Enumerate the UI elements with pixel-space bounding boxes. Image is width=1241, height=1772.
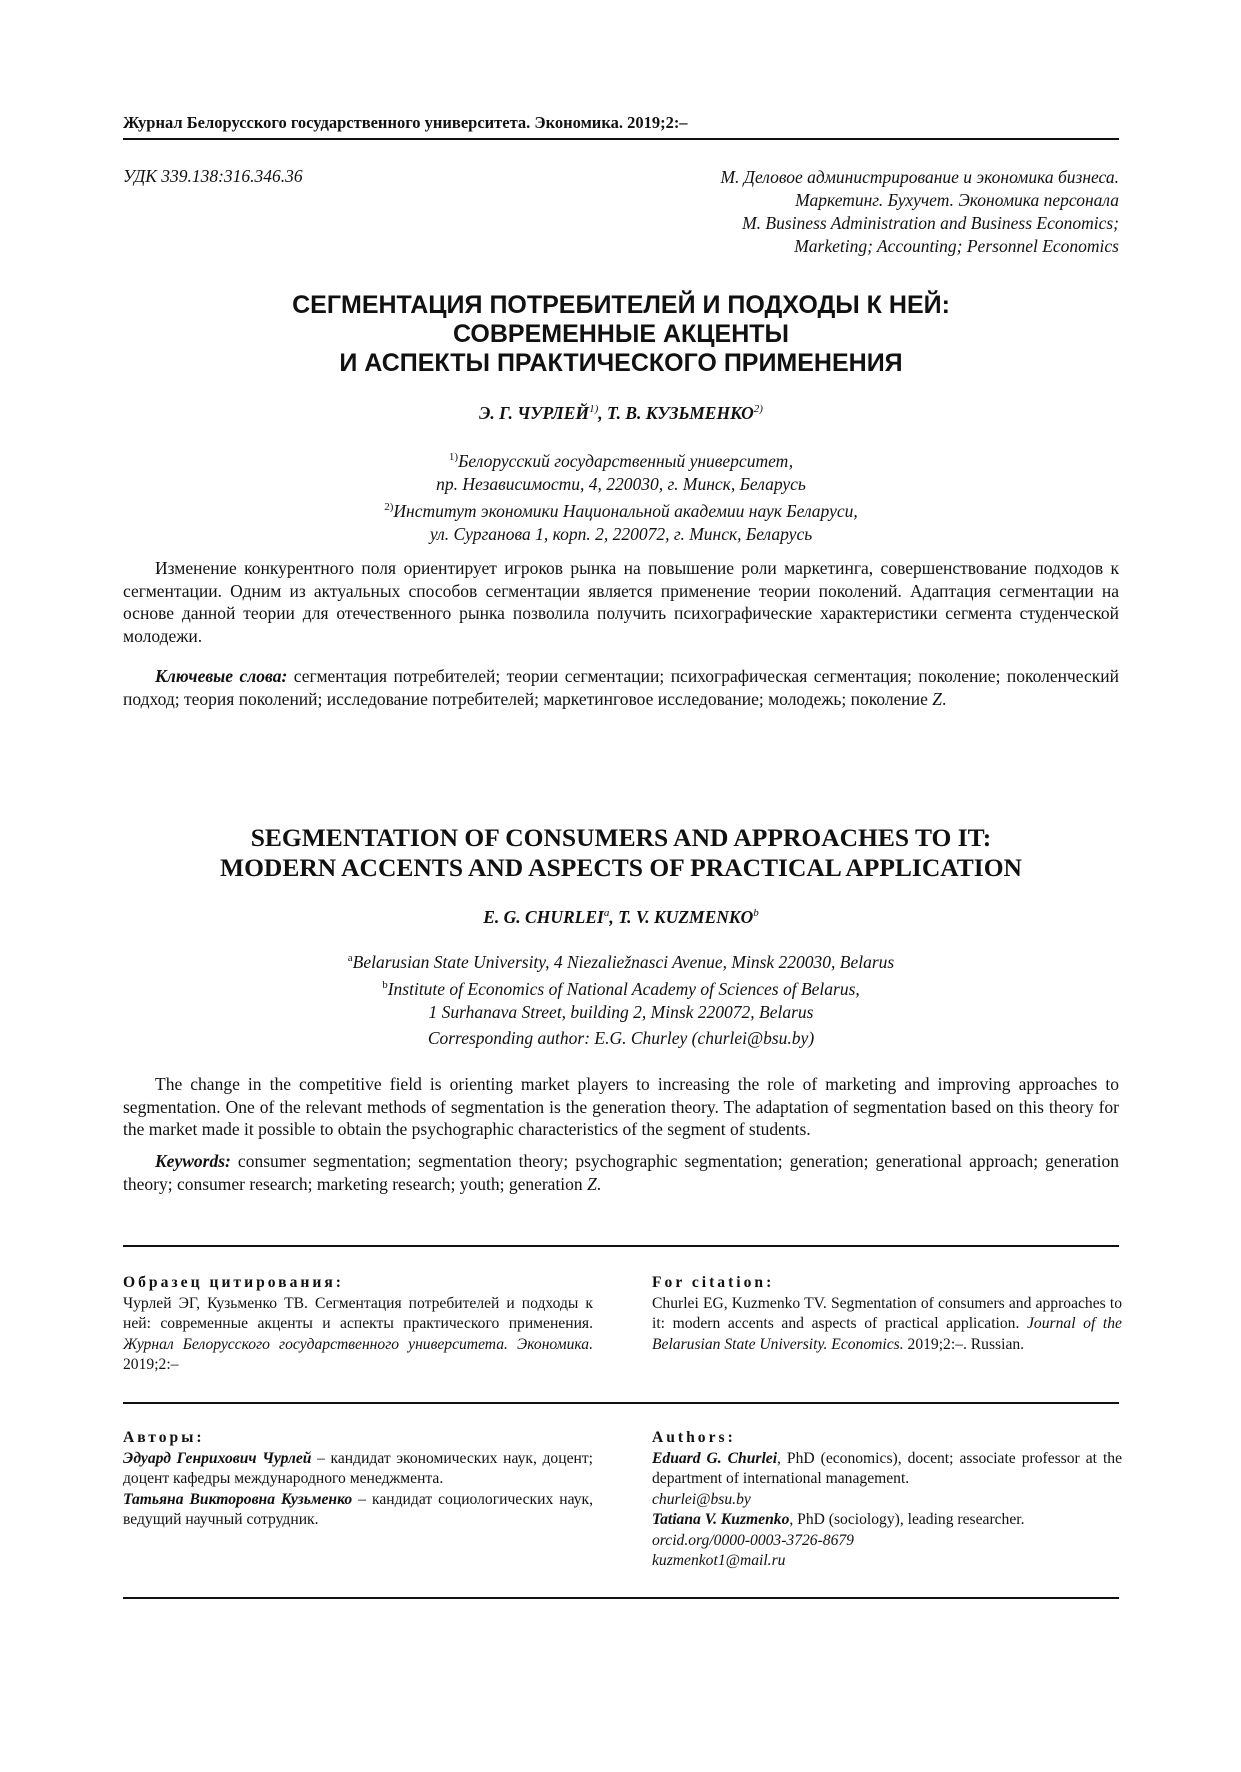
authors-en [652,1428,1122,1572]
ru-keywords-end: Z [932,688,943,709]
ru-author-1-sup: 1) [589,403,599,416]
citation-top-rule [123,1245,1119,1247]
rubric [720,166,1119,258]
en-authors: E. G. CHURLEI$^a$, T. V. KUZMENKO$^b$ [483,907,759,927]
authors-bottom-rule [123,1597,1119,1599]
authors-ru-1-name: Эдуард Генрихович Чурлей [123,1449,312,1467]
authors-ru [123,1428,593,1531]
authors-ru-2-desc: – кандидат социологических наук, ведущий научный сотрудник. [123,1490,593,1528]
citation-ru-issue: 2019;2:– [123,1356,179,1373]
en-affil-2-line1: Institute of Economics of National Academy of Sciences of Belarus, [387,978,860,999]
authors-ru-heading: Авторы: [123,1429,205,1446]
rubric-line: Marketing; Accounting; Personnel Economics [794,236,1119,256]
header-rule [123,138,1119,140]
en-abstract: The change in the competitive field is orienting market players to increasing the role of marketing and improving approaches to segmentation. One of the relevant methods of segmentation is the generation theory. The adaptation of segmentation based on this theory for the market made it possible to obtain the psychographic characteristics of the segment of students. [123,1074,1119,1139]
udc-code: УДК 339.138:316.346.36 [123,166,303,186]
ru-title [123,291,1119,378]
en-title-line: SEGMENTATION OF CONSUMERS AND APPROACHES TO IT: [250,823,992,852]
authors-en-1-name: Eduard G. Churlei [652,1449,778,1467]
citation-en-issue: 2019;2:–. Russian. [907,1335,1025,1353]
en-affil-1-sup: a [347,952,353,964]
en-affil-2-sup: b [382,978,388,991]
en-keywords: Keywords: consumer segmentation; segmentation theory; psychographic segmentation; generation; generational approach; generation theory; consumer research; marketing research; youth; generation Z. [123,1151,1120,1194]
rubric-line: M. Business Administration and Business Economics; [742,213,1119,233]
en-affiliations [123,947,1119,1050]
citation-en-journal: Journal of the Belarusian State University. Economics. [652,1315,1122,1353]
ru-title-line: СОВРЕМЕННЫЕ АКЦЕНТЫ [452,320,790,348]
ru-affil-1-line2: пр. Независимости, 4, 220030, г. Минск, Беларусь [436,473,806,494]
ru-author-1: Э. Г. ЧУРЛЕЙ [479,403,590,423]
citation-en-text: Churlei EG, Kuzmenko TV. Segmentation of consumers and approaches to it: modern accents and aspects of practical application. [652,1294,1122,1332]
ru-affil-2-line1: Институт экономики Национальной академии наук Беларуси, [393,500,858,521]
citation-bottom-rule [123,1402,1119,1404]
authors-en-2-email: kuzmenkot1@mail.ru [652,1552,786,1569]
ru-keywords-text: сегментация потребителей; теории сегментации; психографическая сегментация; поколение; поколенческий подход; теория поколений; исследование потребителей; маркетинговое исследование; молодежь; поколение [123,666,1119,709]
citation-ru-text: Чурлей ЭГ, Кузьменко ТВ. Сегментация потребителей и подходы к ней: современные акценты и аспекты практического применения. [123,1294,593,1332]
en-author-1-sup: a [603,907,610,920]
ru-affiliations [123,446,1119,546]
en-author-2-sup: b [753,907,759,920]
en-affil-2-line2: 1 Surhanava Street, building 2, Minsk 220072, Belarus [428,1001,814,1022]
authors-en-1-desc: , PhD (economics), docent; associate professor at the department of international management. [652,1449,1122,1487]
ru-keywords: Ключевые слова: сегментация потребителей; теории сегментации; психографическая сегментация; поколение; поколенческий подход; теория поколений; исследование потребителей; маркетинговое исследование; молодежь; поколение Z. [123,666,1119,709]
en-author-1: E. G. CHURLEI [483,907,604,927]
authors-ru-2-name: Татьяна Викторовна Кузьменко [123,1490,353,1508]
rubric-line: Маркетинг. Бухучет. Экономика персонала [795,190,1119,210]
ru-abstract: Изменение конкурентного поля ориентирует игроков рынка на повышение роли маркетинга, совершенствование подходов к сегментации. Одним из актуальных способов сегментации является применение теории поколений. Адаптация сегментации на основе данной теории для отечественного рынка позволила получить психографические характеристики сегмента студенческой молодежи. [123,558,1119,646]
ru-title-line: СЕГМЕНТАЦИЯ ПОТРЕБИТЕЛЕЙ И ПОДХОДЫ К НЕЙ: [292,291,950,319]
authors-en-2-name: Tatiana V. Kuzmenko [652,1511,790,1528]
en-title-line: MODERN ACCENTS AND ASPECTS OF PRACTICAL APPLICATION [220,853,1022,882]
en-keywords-text: consumer segmentation; segmentation theory; psychographic segmentation; generation; generational approach; generation theory; consumer research; marketing research; youth; generation [123,1151,1120,1194]
en-keywords-end: Z [587,1173,597,1194]
authors-en-2-orcid: orcid.org/0000-0003-3726-8679 [652,1531,854,1549]
ru-author-2: Т. В. КУЗЬМЕНКО [607,403,754,423]
authors-en-2-desc: , PhD (sociology), leading researcher. [789,1511,1025,1528]
authors-ru-1-desc: – кандидат экономических наук, доцент; доцент кафедры международного менеджмента. [123,1449,593,1487]
authors-en-heading: Authors: [652,1429,736,1446]
citation-ru-journal: Журнал Белорусского государственного университета. Экономика. [123,1335,593,1353]
ru-affil-2-line2: ул. Сурганова 1, корп. 2, 220072, г. Минск, Беларусь [429,523,813,544]
ru-affil-1-line1: Белорусский государственный университет, [458,450,794,471]
authors-en-1-email: churlei@bsu.by [652,1490,751,1508]
citation-en [652,1273,1122,1355]
ru-authors: Э. Г. ЧУРЛЕЙ$^{1)}$, Т. В. КУЗЬМЕНКО$^{2)}$ [479,403,763,423]
ru-affil-1-sup: 1) [448,451,459,463]
citation-ru-heading: Образец цитирования: [123,1274,344,1291]
journal-header: Журнал Белорусского государственного университета. Экономика. 2019;2:– [123,113,688,132]
citation-ru [123,1273,593,1376]
en-corresponding-author: Corresponding author: E.G. Churley (churlei@bsu.by) [427,1027,815,1048]
ru-affil-2-sup: 2) [384,500,394,513]
en-keywords-label: Keywords: [155,1151,231,1171]
ru-keywords-label: Ключевые слова: [155,666,288,686]
en-title [123,823,1119,883]
ru-title-line: И АСПЕКТЫ ПРАКТИЧЕСКОГО ПРИМЕНЕНИЯ [339,349,903,377]
en-affil-1: Belarusian State University, 4 Niezaliežnasci Avenue, Minsk 220030, Belarus [352,951,895,972]
rubric-line: М. Деловое администрирование и экономика бизнеса. [720,167,1119,187]
ru-author-2-sup: 2) [753,403,763,416]
citation-en-heading: For citation: [652,1274,775,1291]
en-author-2: T. V. KUZMENKO [618,907,754,927]
